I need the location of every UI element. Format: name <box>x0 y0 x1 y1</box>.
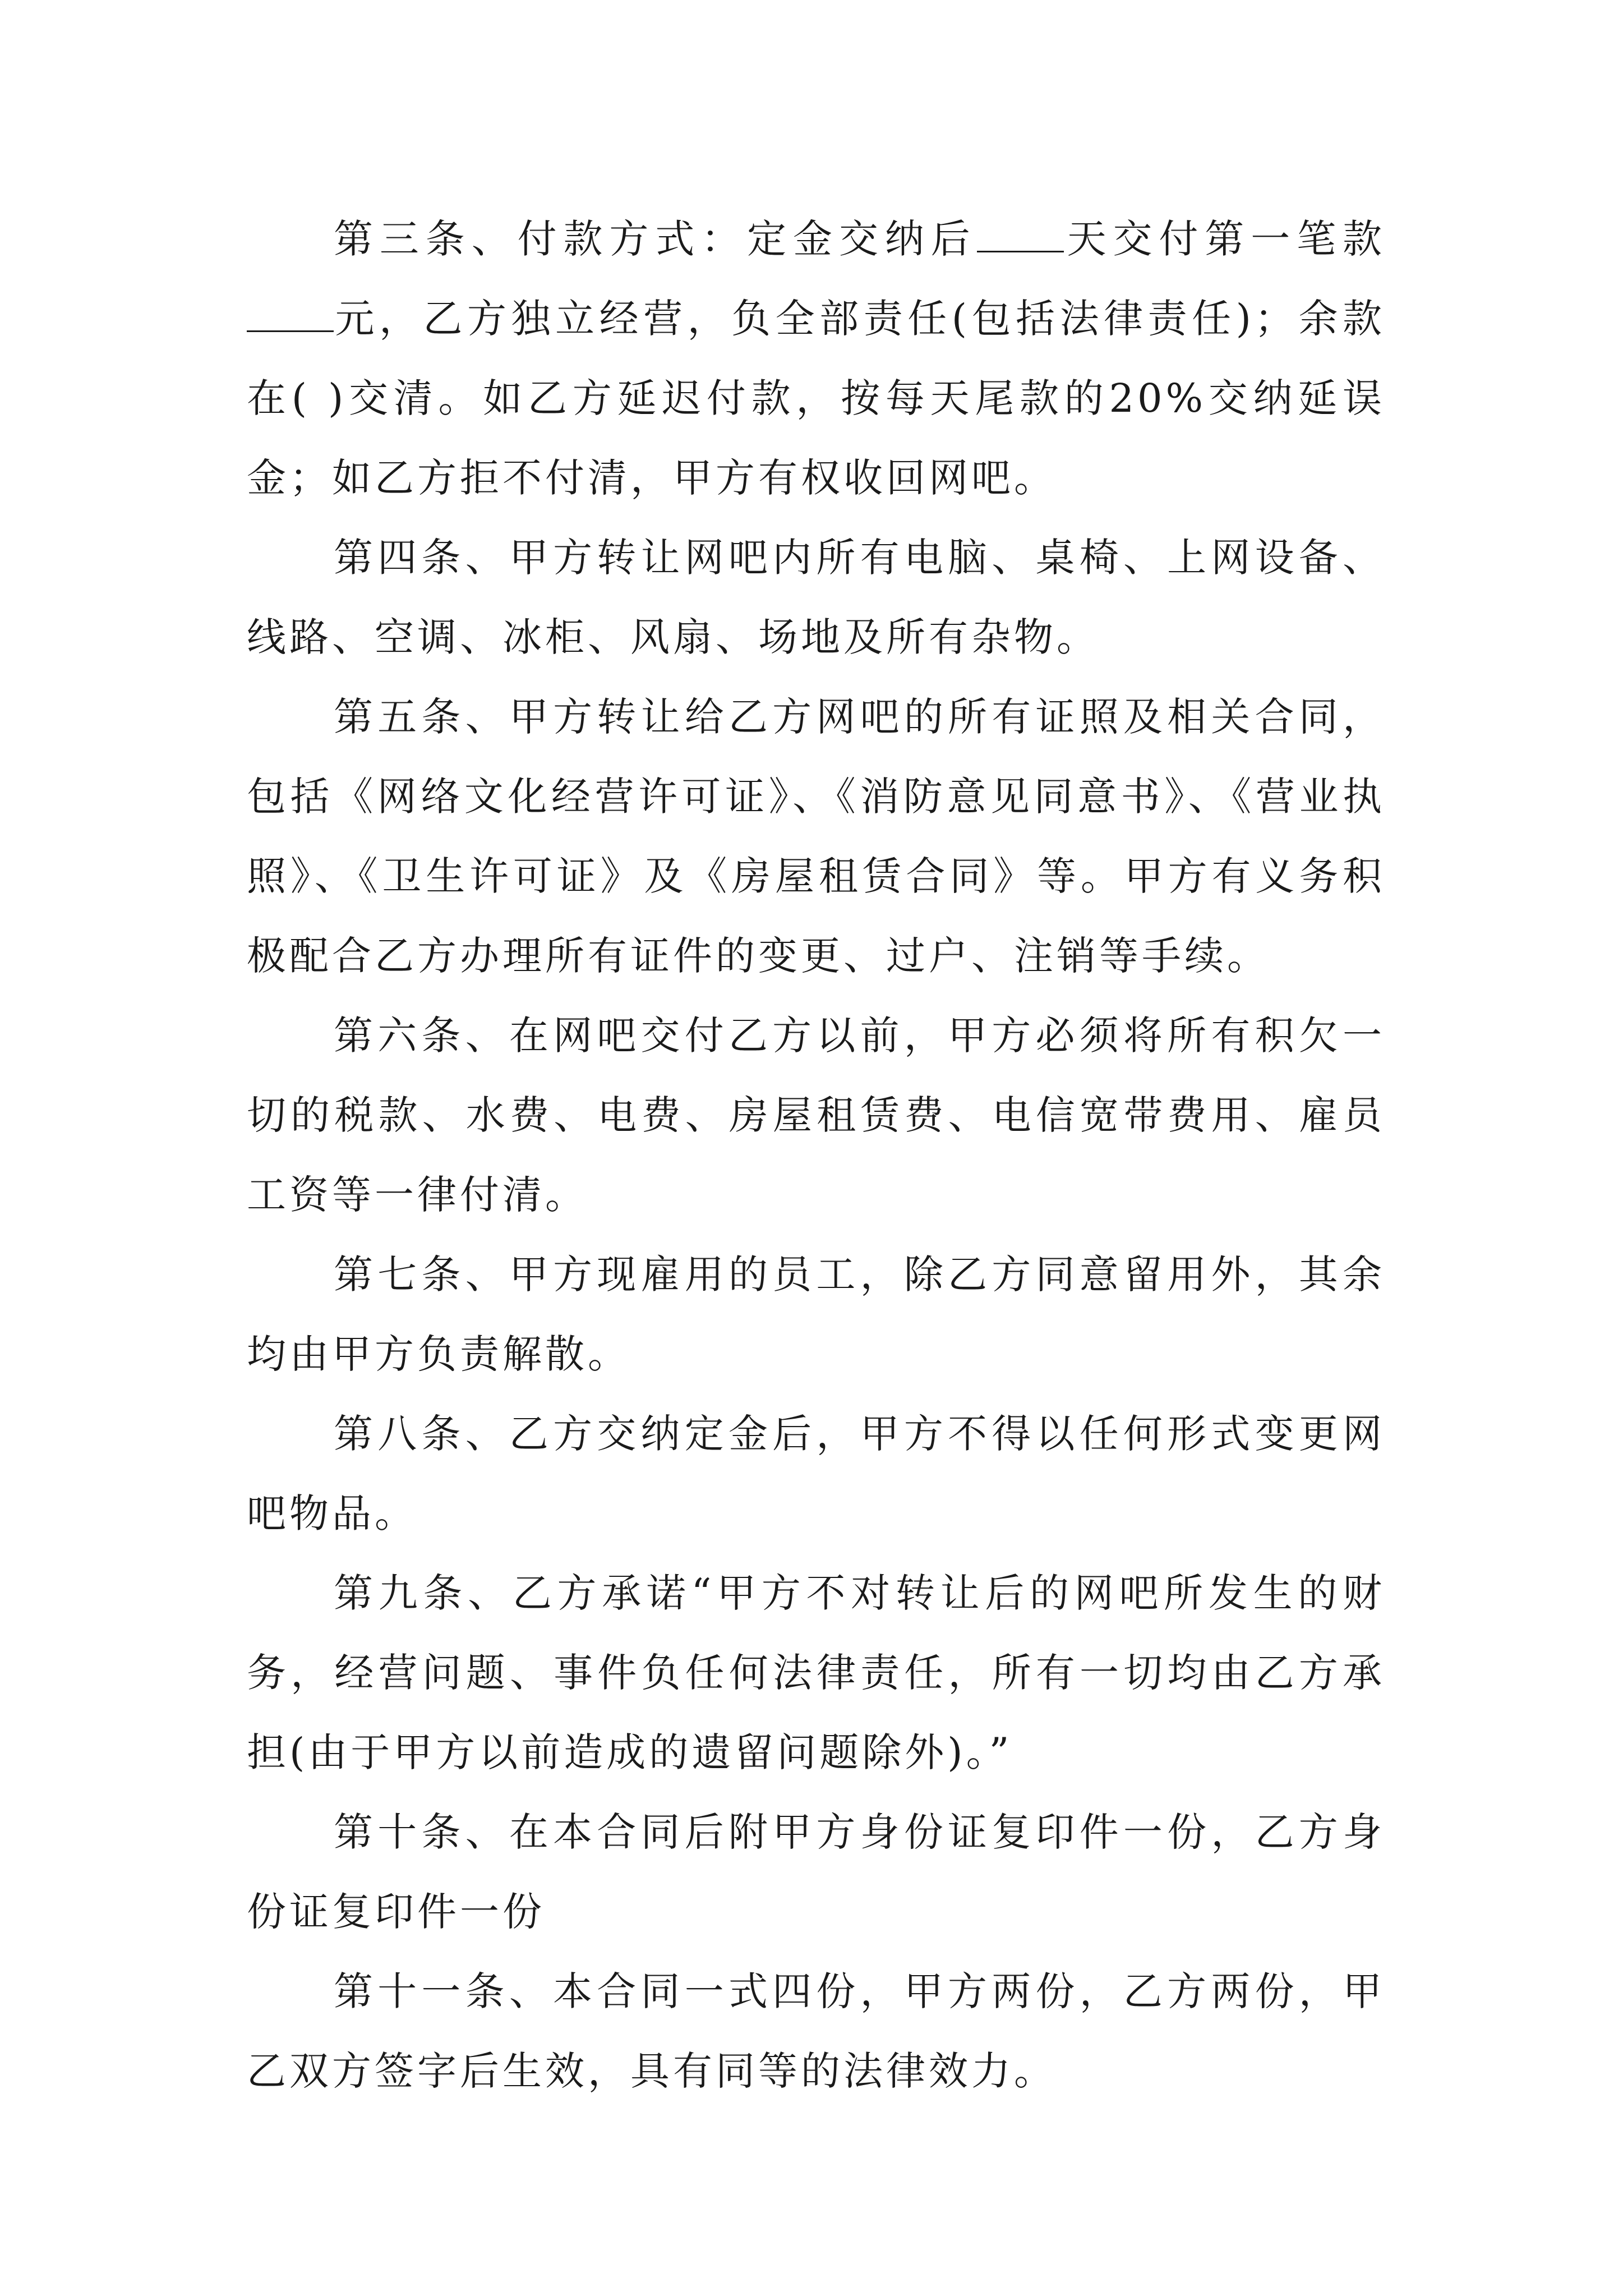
clause-8-paragraph: 第八条、乙方交纳定金后，甲方不得以任何形式变更网吧物品。 <box>247 1411 1385 1536</box>
clause-11-paragraph: 第十一条、本合同一式四份，甲方两份，乙方两份，甲乙双方签字后生效，具有同等的法律效力。 <box>247 1968 1385 2094</box>
clause-5-paragraph: 第五条、甲方转让给乙方网吧的所有证照及相关合同，包括《网络文化经营许可证》、《消防意见同意书》、《营业执照》、《卫生许可证》及《房屋租赁合同》等。甲方有义务积极配合乙方办理所有证件的变更、过户、注销等手续。 <box>247 694 1385 979</box>
clause-3-text-part-3: 元，乙方独立经营，负全部责任(包括法律责任)；余款在( )交清。如乙方延迟付款，按每天尾款的20%交纳延误金；如乙方拒不付清，甲方有权收回网吧。 <box>247 296 1385 501</box>
contract-body <box>247 199 1385 2111</box>
days-blank-field <box>977 217 1064 252</box>
clause-3-paragraph <box>247 199 1385 518</box>
amount-blank-field <box>247 297 334 332</box>
clause-4-paragraph: 第四条、甲方转让网吧内所有电脑、桌椅、上网设备、线路、空调、冰柜、风扇、场地及所有杂物。 <box>247 535 1385 660</box>
clause-3-text-part-2: 天交付第一笔款 <box>1063 216 1386 262</box>
clause-6-paragraph: 第六条、在网吧交付乙方以前，甲方必须将所有积欠一切的税款、水费、电费、房屋租赁费、电信宽带费用、雇员工资等一律付清。 <box>247 1013 1385 1218</box>
clause-3-text-part-1: 第三条、付款方式：定金交纳后 <box>334 216 977 262</box>
clause-7-paragraph: 第七条、甲方现雇用的员工，除乙方同意留用外，其余均由甲方负责解散。 <box>247 1251 1385 1377</box>
clause-9-paragraph: 第九条、乙方承诺“甲方不对转让后的网吧所发生的财务，经营问题、事件负任何法律责任，所有一切均由乙方承担(由于甲方以前造成的遗留问题除外)。” <box>247 1570 1385 1775</box>
clause-10-paragraph: 第十条、在本合同后附甲方身份证复印件一份，乙方身份证复印件一份 <box>247 1809 1385 1935</box>
